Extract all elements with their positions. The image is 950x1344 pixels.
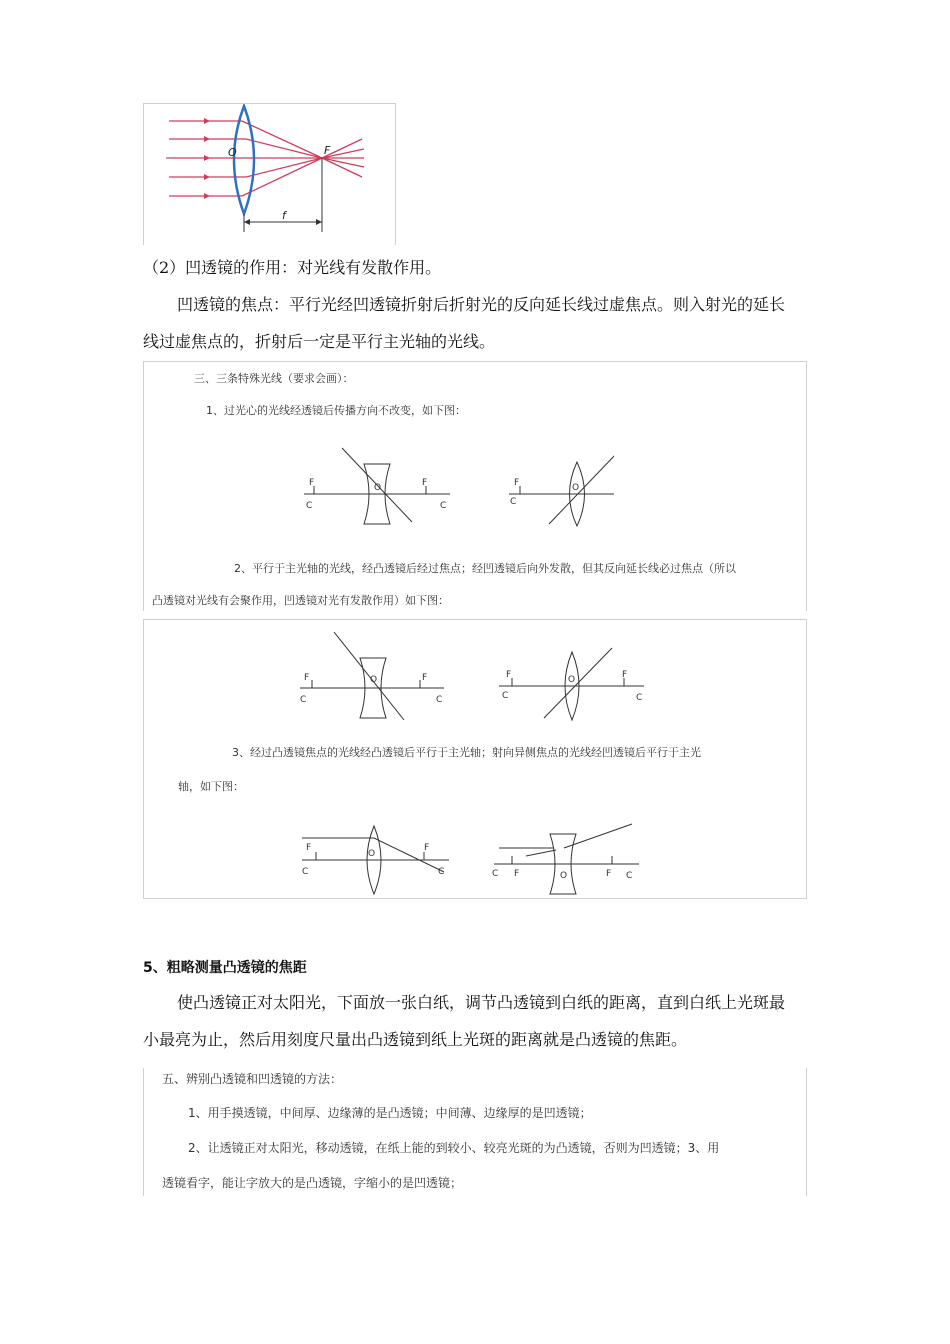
f-label: F	[422, 478, 428, 488]
c-label: C	[438, 867, 445, 877]
o-label: O	[560, 871, 568, 881]
focal-length-label: f	[282, 209, 286, 222]
rule-2-text-a: 2、平行于主光轴的光线，经凸透镜后经过焦点；经凹透镜后向外发散，但其反向延长线必过焦点（所以	[234, 562, 736, 575]
c-label: C	[492, 869, 499, 879]
special-rays-box-1	[143, 361, 807, 611]
rule-3-text-a: 3、经过凸透镜焦点的光线经凸透镜后平行于主光轴；射向异侧焦点的光线经凹透镜后平行于主光	[232, 746, 701, 759]
c-label: C	[440, 501, 447, 511]
c-label: C	[636, 693, 643, 703]
c-label: C	[436, 695, 443, 705]
concave-focus-line-2: 线过虚焦点的，折射后一定是平行主光轴的光线。	[143, 332, 496, 351]
rule-1-text: 1、过光心的光线经透镜后传播方向不改变，如下图：	[206, 404, 466, 417]
concave-effect-line: （2）凹透镜的作用：对光线有发散作用。	[143, 258, 442, 277]
c-label: C	[626, 871, 633, 881]
f-label: F	[622, 670, 628, 680]
o-label: O	[572, 483, 580, 493]
section-5-line-1: 使凸透镜正对太阳光，下面放一张白纸，调节凸透镜到白纸的距离，直到白纸上光斑最	[177, 993, 786, 1012]
c-label: C	[300, 695, 307, 705]
rule-2-text-b: 凸透镜对光线有会聚作用，凹透镜对光有发散作用）如下图：	[152, 594, 449, 607]
f-label: F	[309, 478, 315, 488]
o-label: O	[370, 675, 378, 685]
o-label: O	[568, 675, 576, 685]
f-label: F	[606, 869, 612, 879]
distinguish-item-2a: 2、让透镜正对太阳光，移动透镜，在纸上能的到较小、较亮光斑的为凸透镜，否则为凹透镜；3、用	[188, 1141, 720, 1155]
convex-lens-diagram	[144, 104, 395, 244]
section-5-heading: 5、粗略测量凸透镜的焦距	[143, 960, 307, 976]
convex-lens-figure	[143, 103, 396, 245]
rule-2-diagrams	[294, 630, 654, 725]
rule-3-text-b: 轴，如下图：	[178, 780, 244, 793]
f-label: F	[304, 673, 310, 683]
c-label: C	[302, 867, 309, 877]
concave-focus-line: 凹透镜的焦点：平行光经凹透镜折射后折射光的反向延长线过虚焦点。则入射光的延长	[177, 295, 786, 314]
o-label: O	[374, 483, 382, 493]
f-label: F	[514, 869, 520, 879]
distinguish-item-1: 1、用手摸透镜，中间厚、边缘薄的是凸透镜；中间薄、边缘厚的是凹透镜；	[188, 1106, 592, 1120]
special-rays-title: 三、三条特殊光线（要求会画）：	[194, 372, 354, 385]
f-label: F	[422, 673, 428, 683]
distinguish-lenses-box	[143, 1068, 807, 1196]
f-label: F	[506, 670, 512, 680]
special-rays-box-2	[143, 619, 807, 899]
o-label: O	[368, 849, 376, 859]
c-label: C	[306, 501, 313, 511]
section-5-line-2: 小最亮为止，然后用刻度尺量出凸透镜到纸上光斑的距离就是凸透镜的焦距。	[143, 1030, 688, 1049]
c-label: C	[502, 691, 509, 701]
distinguish-title: 五、辨别凸透镜和凹透镜的方法：	[162, 1072, 343, 1086]
c-label: C	[510, 497, 517, 507]
rule-1-diagrams	[294, 442, 614, 532]
lens-center-label: O	[228, 146, 237, 159]
f-label: F	[514, 478, 520, 488]
f-label: F	[424, 843, 430, 853]
focal-point-label: F	[324, 144, 331, 157]
rule-3-diagrams	[294, 820, 654, 898]
f-label: F	[306, 843, 312, 853]
distinguish-item-2b: 透镜看字，能让字放大的是凸透镜，字缩小的是凹透镜；	[162, 1176, 463, 1190]
